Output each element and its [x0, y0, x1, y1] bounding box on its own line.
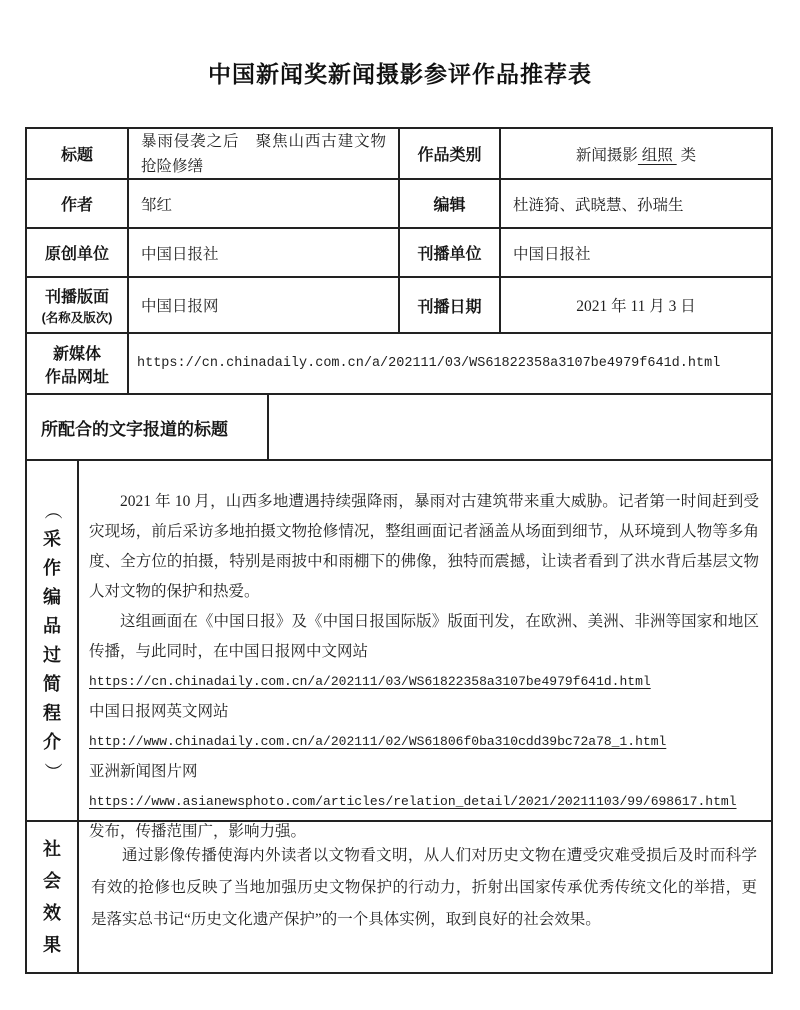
- content-text-line: 发布，传播范围广，影响力强。: [89, 823, 307, 840]
- recommendation-form: [25, 127, 773, 974]
- publish-page-value: 中国日报网: [129, 278, 400, 332]
- content-text-line: 2021 年 10 月，山西多地遭遇持续强降雨，暴雨对古建筑带来重大威胁。记者第一时间赶到受灾现场，前后采访多地拍摄文物抢修情况，整组画面记者涵盖从场面到细节，从环境到人物等多角度、全方位的拍摄，特别是雨披中和雨棚下的佛像，独特而震撼，让读者看到了洪水背后基层文物人对文物的保护和热爱。: [89, 493, 759, 600]
- publish-page-label-main: 刊播版面: [44, 289, 109, 306]
- editor-field-value: 杜涟猗、武晓慧、孙瑞生: [513, 196, 684, 214]
- media-url-label-line1: 新媒体: [52, 345, 101, 363]
- vertical-label-char: 作: [43, 557, 61, 578]
- vertical-label-char: 社: [43, 839, 61, 859]
- content-text-line: 亚洲新闻图片网: [89, 763, 198, 780]
- category-prefix: 新闻摄影: [575, 146, 638, 164]
- social-effect-text: 通过影像传播使海内外读者以文物看文明，从人们对历史文物在遭受灾难受损后及时而科学有效的抢修也反映了当地加强历史文物保护的行动力，折射出国家传承优秀传统文化的举措，更是落实总书记“历史文化遗产保护”的一个具体实例，取到良好的社会效果。: [91, 847, 757, 928]
- category-field-value: [501, 129, 771, 178]
- row-page-date: [27, 278, 771, 334]
- publish-date-label: 刊播日期: [400, 278, 501, 332]
- publish-date-value: 2021 年 11 月 3 日: [576, 298, 696, 315]
- origin-unit-label: 原创单位: [27, 229, 129, 276]
- social-effect-vertical-label: [27, 822, 79, 972]
- vertical-label-char: 编: [43, 586, 61, 607]
- vertical-label-char: 过: [43, 644, 61, 665]
- text-report-label: 所配合的文字报道的标题: [27, 395, 269, 459]
- row-text-report-title: [27, 395, 771, 461]
- publish-unit-value: 中国日报社: [513, 245, 591, 263]
- publish-page-label-sub: (名称及版次): [41, 311, 113, 325]
- media-url-value: [129, 334, 771, 393]
- vertical-label-char: （: [42, 501, 63, 519]
- row-media-url: [27, 334, 771, 395]
- row-social-effect: [27, 822, 771, 972]
- vertical-label-char: 会: [43, 871, 61, 891]
- vertical-label-char: 介: [43, 731, 61, 752]
- publish-unit-label: 刊播单位: [400, 229, 501, 276]
- editor-field-label: 编辑: [400, 180, 501, 227]
- vertical-label-char: ）: [42, 762, 63, 780]
- vertical-label-char: 效: [43, 903, 61, 923]
- content-text-line: 中国日报网英文网站: [89, 703, 229, 720]
- row-work-intro: [27, 461, 771, 840]
- media-url-text: https://cn.chinadaily.com.cn/a/202111/03/WS61822358a3107be4979f641d.html: [137, 356, 721, 371]
- publish-page-label: [27, 278, 129, 332]
- vertical-label-char: 简: [43, 673, 61, 694]
- category-field-label: 作品类别: [400, 129, 501, 178]
- content-url-link[interactable]: http://www.chinadaily.com.cn/a/202111/02/WS61806f0ba310cdd39bc72a78_1.html: [89, 734, 667, 749]
- media-url-label-line2: 作品网址: [44, 368, 109, 386]
- content-text-line: 这组画面在《中国日报》及《中国日报国际版》版面刊发，在欧洲、美洲、非洲等国家和地区传播，与此同时，在中国日报网中文网站: [89, 613, 759, 660]
- title-field-label: 标题: [27, 129, 129, 178]
- row-origin-publisher: [27, 229, 771, 278]
- vertical-label-char: 采: [43, 528, 61, 549]
- text-report-value: [269, 395, 771, 459]
- vertical-label-char: 果: [43, 935, 61, 955]
- author-field-label: 作者: [27, 180, 129, 227]
- vertical-label-char: 程: [43, 702, 61, 723]
- work-intro-content: [79, 461, 771, 840]
- title-field-value: [129, 129, 400, 178]
- origin-unit-value: 中国日报社: [129, 229, 400, 276]
- category-suffix: 类: [676, 146, 697, 164]
- content-url-link[interactable]: https://cn.chinadaily.com.cn/a/202111/03/WS61822358a3107be4979f641d.html: [89, 674, 651, 689]
- content-url-link[interactable]: https://www.asianewsphoto.com/articles/relation_detail/2021/20211103/99/698617.html: [89, 794, 737, 809]
- row-author-editor: [27, 180, 771, 229]
- vertical-label-char: 品: [43, 615, 61, 636]
- row-title-category: [27, 129, 771, 180]
- media-url-label: [27, 334, 129, 393]
- category-type-underlined: 组照: [637, 146, 677, 164]
- page-title: 中国新闻奖新闻摄影参评作品推荐表: [208, 61, 592, 87]
- author-field-value: 邹红: [129, 180, 400, 227]
- work-title-text: 暴雨侵袭之后 聚焦山西古建文物抢险修缮: [141, 132, 386, 175]
- work-intro-vertical-label: [27, 461, 79, 820]
